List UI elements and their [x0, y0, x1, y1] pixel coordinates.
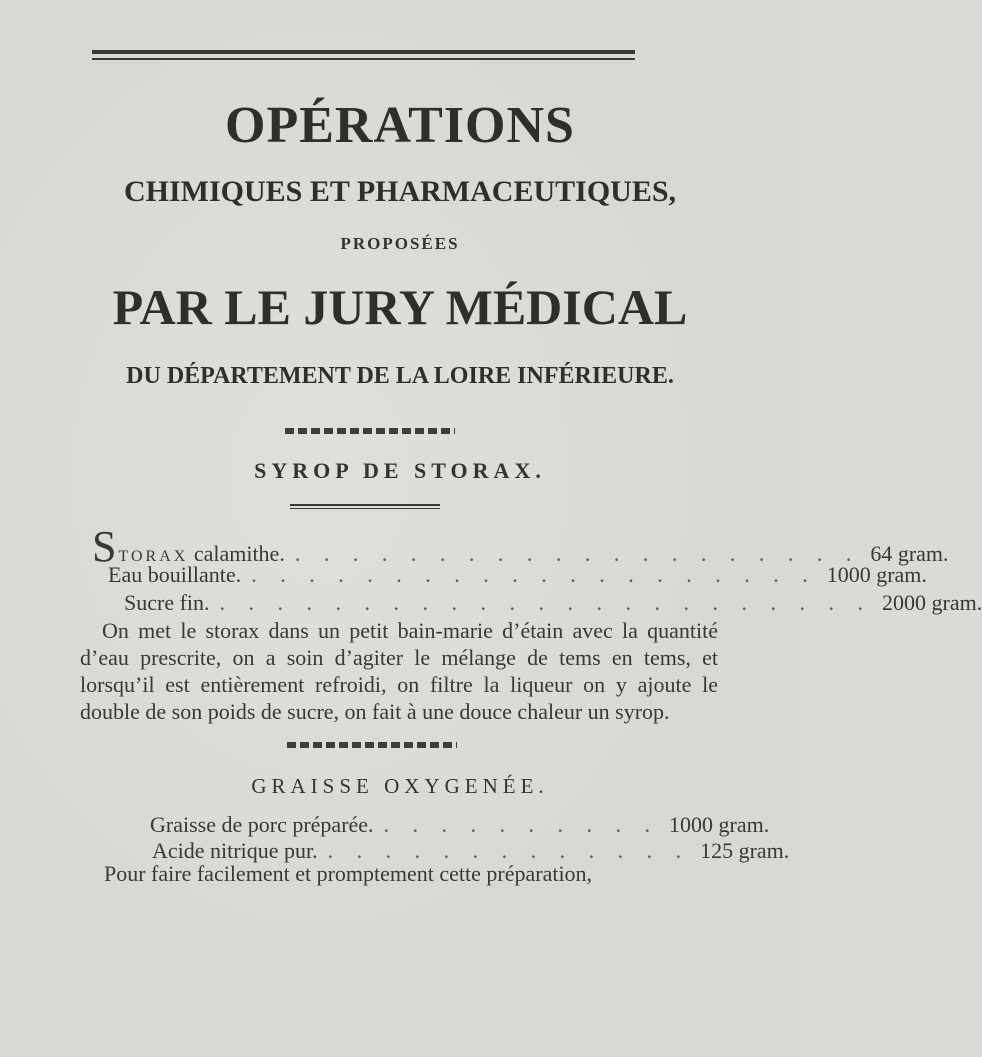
subtitle: CHIMIQUES ET PHARMACEUTIQUES, — [123, 175, 677, 208]
ingredient-quantity: 125 gram. — [700, 838, 790, 863]
ingredient-line — [124, 590, 982, 616]
leader-dots: . . . . . . . . . . . . . . . . . . . . . . . — [219, 590, 873, 615]
title: OPÉRATIONS — [225, 97, 575, 154]
leader-dots: . . . . . . . . . . . . . . . . . . . . — [294, 541, 861, 566]
jury-line: PAR LE JURY MÉDICAL — [112, 279, 688, 335]
ingredient-name: Sucre fin. — [124, 590, 210, 615]
ingredient-quantity: 1000 gram. — [669, 812, 770, 837]
leader-dots: . . . . . . . . . . . . . . . . . . . . — [251, 562, 817, 587]
ingredient-line — [150, 812, 770, 838]
ingredient-quantity: 64 gram. — [870, 541, 949, 566]
drop-initial: S — [92, 522, 117, 571]
section-rule — [290, 504, 440, 509]
section-heading-graisse: GRAISSE OXYGENÉE. — [251, 774, 549, 798]
ornament-divider — [285, 428, 455, 434]
department-line: DU DÉPARTEMENT DE LA LOIRE INFÉRIEURE. — [126, 363, 674, 389]
ingredient-name: Graisse de porc préparée. — [150, 812, 374, 837]
ingredient-name: Eau bouillante. — [108, 562, 242, 587]
graisse-instructions: Pour faire facilement et promptement cette préparation, — [104, 861, 593, 886]
leader-dots: . . . . . . . . . . . . . — [327, 838, 691, 863]
proposed-line: PROPOSÉES — [340, 234, 460, 253]
leader-dots: . . . . . . . . . . — [383, 812, 660, 837]
ingredient-name: Acide nitrique pur. — [152, 838, 318, 863]
ingredient-quantity: 2000 gram. — [882, 590, 982, 615]
syrop-instructions: On met le storax dans un petit bain-marie d’étain avec la quantité d’eau prescrite, on a soin d’agiter le mélange de tems en tems, et lorsqu’il est entièrement refroidi, on filtre la liqueur on y ajoute le double de son poids de sucre, on fait à une douce chaleur un syrop. — [80, 618, 718, 724]
section-heading-syrop: SYROP DE STORAX. — [254, 458, 546, 483]
ingredient-line — [108, 562, 927, 588]
ingredient-quantity: 1000 gram. — [826, 562, 927, 587]
top-double-rule — [92, 50, 635, 60]
ornament-divider — [287, 742, 457, 748]
ingredient-name: STORAX calamithe. — [92, 522, 285, 571]
small-caps-word: TORAX — [118, 548, 189, 565]
